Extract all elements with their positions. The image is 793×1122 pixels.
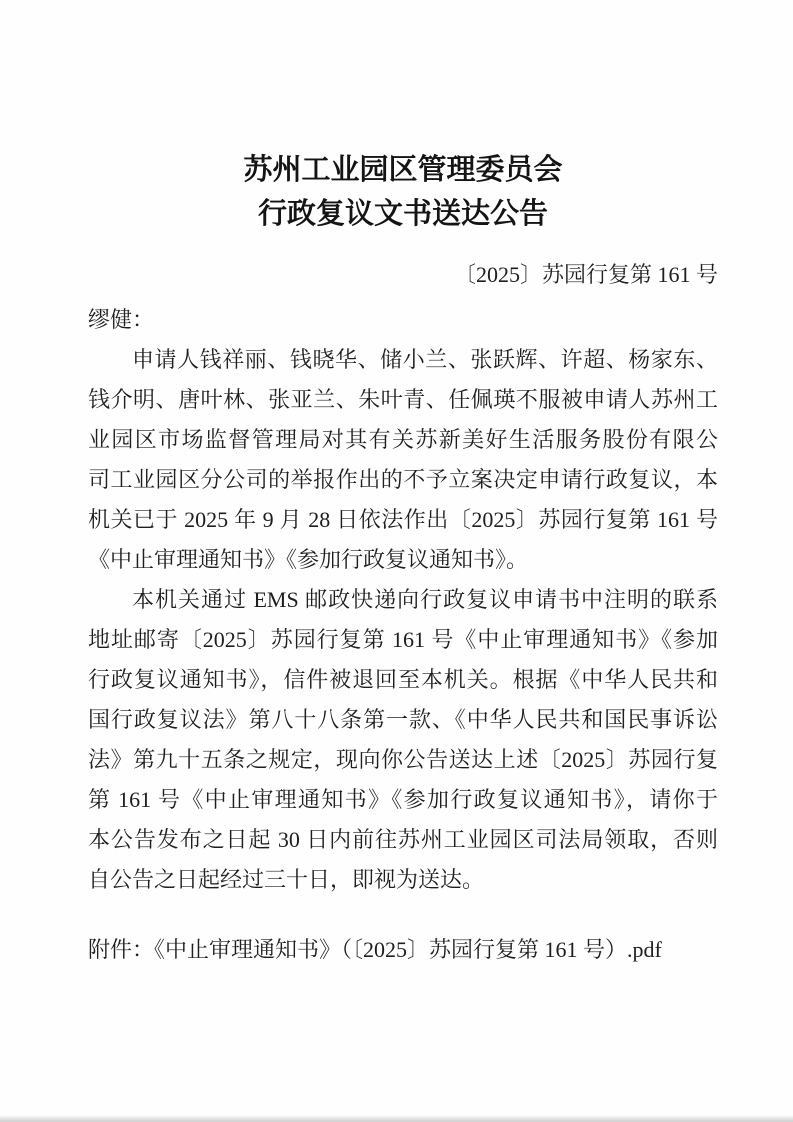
body-line: 本机关通过 EMS 邮政快递向行政复议申请书中注明的联系 <box>132 587 718 612</box>
document-title-line2: 行政复议文书送达公告 <box>257 198 548 230</box>
document-number: 〔2025〕苏园行复第 161 号 <box>453 262 718 287</box>
body-line: 自公告之日起经过三十日，即视为送达。 <box>88 867 485 892</box>
body-line: 行政复议通知书》，信件被退回至本机关。根据《中华人民共和 <box>88 667 718 692</box>
document-body <box>88 340 718 900</box>
attachment-label: 附件： <box>88 937 155 962</box>
body-line: 地址邮寄〔2025〕苏园行复第 161 号《中止审理通知书》《参加 <box>88 627 718 652</box>
attachment-filename: 《中止审理通知书》（〔2025〕苏园行复第 161 号）.pdf <box>154 937 662 962</box>
paragraph-1 <box>88 340 718 580</box>
document-title-line1: 苏州工业园区管理委员会 <box>243 154 563 186</box>
body-line: 本公告发布之日起 30 日内前往苏州工业园区司法局领取，否则 <box>88 827 718 852</box>
body-line: 申请人钱祥丽、钱晓华、储小兰、张跃辉、许超、杨家东、 <box>132 347 718 372</box>
document-content <box>88 148 718 970</box>
body-line: 业园区市场监督管理局对其有关苏新美好生活服务股份有限公 <box>88 427 718 452</box>
document-title <box>88 148 718 236</box>
scan-bottom-edge <box>0 1115 793 1122</box>
paragraph-2 <box>88 580 718 900</box>
body-line: 机关已于 2025 年 9 月 28 日依法作出〔2025〕苏园行复第 161 号 <box>88 507 718 532</box>
attachment-line <box>88 930 718 970</box>
body-line: 法》第九十五条之规定，现向你公告送达上述〔2025〕苏园行复 <box>88 747 718 772</box>
body-line: 国行政复议法》第八十八条第一款、《中华人民共和国民事诉讼 <box>88 707 718 732</box>
body-line: 司工业园区分公司的举报作出的不予立案决定申请行政复议，本 <box>88 467 718 492</box>
body-line: 第 161 号《中止审理通知书》《参加行政复议通知书》，请你于 <box>88 787 718 812</box>
body-line: 《中止审理通知书》《参加行政复议通知书》。 <box>88 547 529 572</box>
body-line: 钱介明、唐叶林、张亚兰、朱叶青、任佩瑛不服被申请人苏州工 <box>88 387 718 412</box>
addressee: 缪健： <box>88 307 155 332</box>
